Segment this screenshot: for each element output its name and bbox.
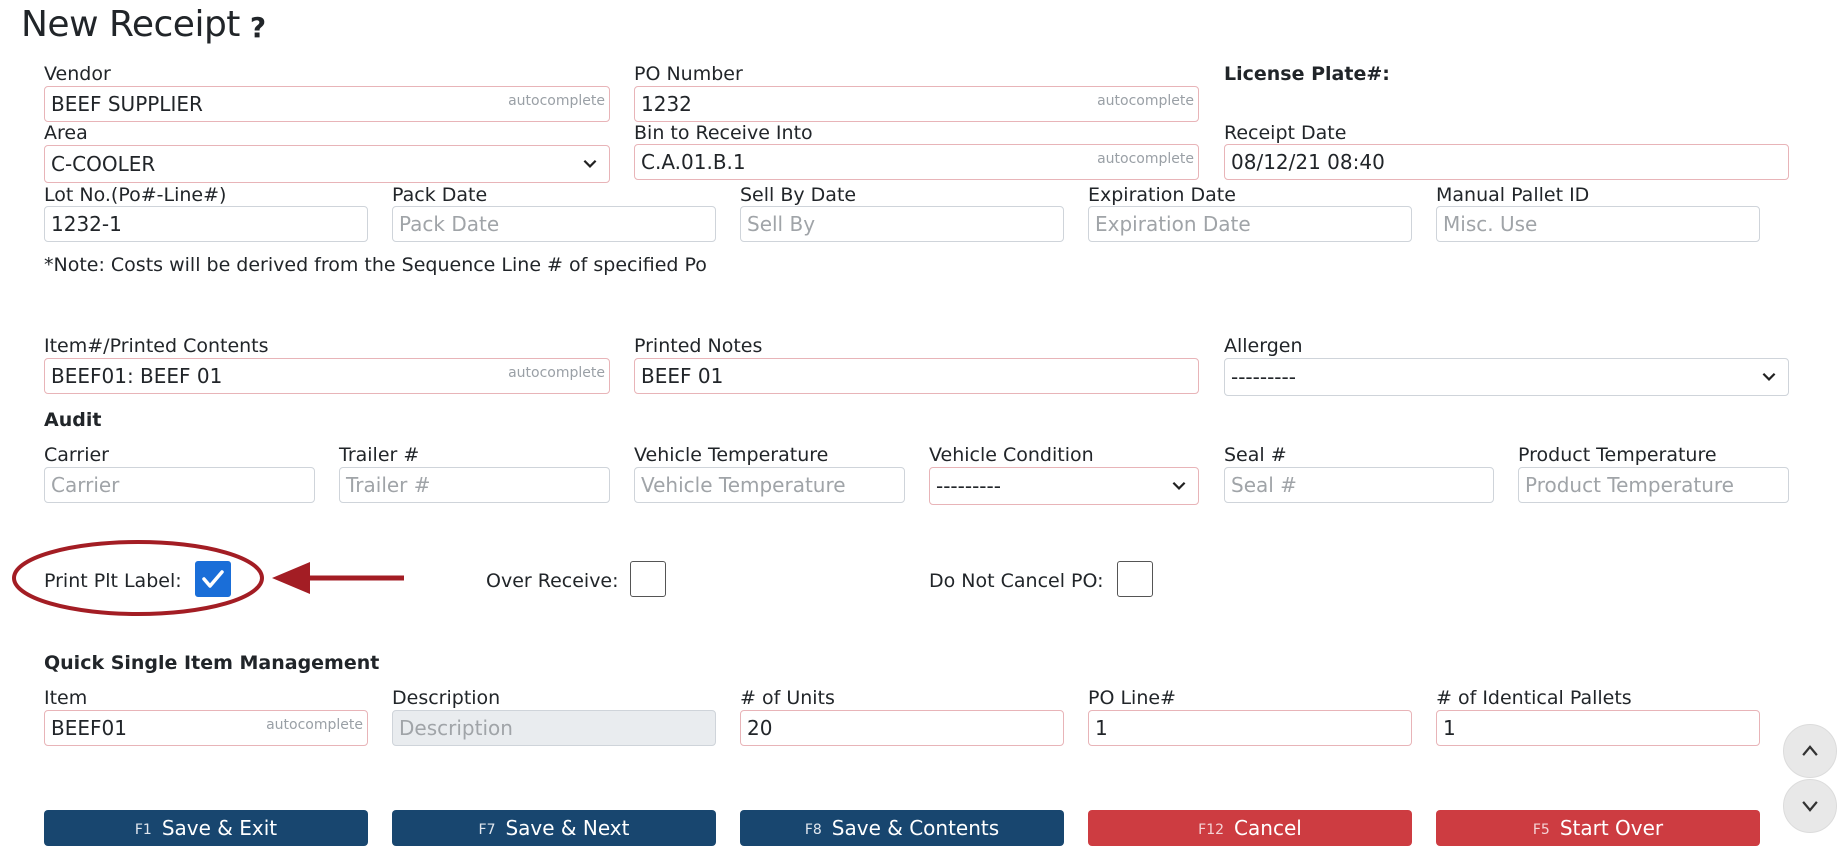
save-exit-shortcut: F1 <box>134 822 152 838</box>
po-number-label: PO Number <box>634 63 743 85</box>
units-label: # of Units <box>740 687 835 709</box>
save-contents-shortcut: F8 <box>804 822 822 838</box>
seal-input[interactable]: Seal # <box>1224 467 1494 503</box>
expiration-date-input[interactable]: Expiration Date <box>1088 206 1412 242</box>
trailer-input[interactable]: Trailer # <box>339 467 610 503</box>
start-over-shortcut: F5 <box>1532 822 1550 838</box>
area-label: Area <box>44 122 88 144</box>
sell-by-input[interactable]: Sell By <box>740 206 1064 242</box>
receipt-date-input[interactable]: 08/12/21 08:40 <box>1224 144 1789 180</box>
expiration-date-label: Expiration Date <box>1088 184 1236 206</box>
carrier-label: Carrier <box>44 444 109 466</box>
start-over-button[interactable]: F5 Start Over <box>1436 810 1760 846</box>
chevron-down-icon <box>1170 476 1188 494</box>
bin-label: Bin to Receive Into <box>634 122 813 144</box>
po-number-autocomplete-hint: autocomplete <box>1097 93 1194 109</box>
identical-pallets-input[interactable]: 1 <box>1436 710 1760 746</box>
chevron-down-icon <box>1760 367 1778 385</box>
vendor-autocomplete-hint: autocomplete <box>508 93 605 109</box>
trailer-label: Trailer # <box>339 444 420 466</box>
page-title: New Receipt ? <box>21 4 266 45</box>
bin-autocomplete-hint: autocomplete <box>1097 151 1194 167</box>
receipt-date-label: Receipt Date <box>1224 122 1347 144</box>
annotation-arrow-head <box>272 562 310 594</box>
do-not-cancel-po-label: Do Not Cancel PO: <box>929 570 1104 592</box>
chevron-up-icon <box>1799 740 1821 762</box>
manual-pallet-id-input[interactable]: Misc. Use <box>1436 206 1760 242</box>
units-input[interactable]: 20 <box>740 710 1064 746</box>
bin-input[interactable]: C.A.01.B.1 autocomplete <box>634 144 1199 180</box>
costs-note: *Note: Costs will be derived from the Sequence Line # of specified Po <box>44 254 707 276</box>
identical-pallets-label: # of Identical Pallets <box>1436 687 1632 709</box>
save-next-button[interactable]: F7 Save & Next <box>392 810 716 846</box>
vehicle-temperature-input[interactable]: Vehicle Temperature <box>634 467 905 503</box>
cancel-shortcut: F12 <box>1198 822 1225 838</box>
license-plate-label: License Plate#: <box>1224 63 1390 85</box>
audit-heading: Audit <box>44 409 102 431</box>
vehicle-temperature-label: Vehicle Temperature <box>634 444 829 466</box>
lot-no-label: Lot No.(Po#-Line#) <box>44 184 227 206</box>
product-temperature-label: Product Temperature <box>1518 444 1717 466</box>
save-next-shortcut: F7 <box>478 822 496 838</box>
printed-notes-input[interactable]: BEEF 01 <box>634 358 1199 394</box>
save-contents-button[interactable]: F8 Save & Contents <box>740 810 1064 846</box>
annotation-highlight <box>0 535 420 620</box>
quick-item-input[interactable]: BEEF01 autocomplete <box>44 710 368 746</box>
pack-date-label: Pack Date <box>392 184 488 206</box>
cancel-button[interactable]: F12 Cancel <box>1088 810 1412 846</box>
annotation-ellipse <box>14 542 262 614</box>
allergen-label: Allergen <box>1224 335 1303 357</box>
allergen-select[interactable]: --------- <box>1224 358 1789 396</box>
po-line-label: PO Line# <box>1088 687 1176 709</box>
print-plt-label-text: Print Plt Label: <box>44 570 182 592</box>
item-contents-autocomplete-hint: autocomplete <box>508 365 605 381</box>
po-number-input[interactable]: 1232 autocomplete <box>634 86 1199 122</box>
scroll-down-button[interactable] <box>1783 779 1837 833</box>
do-not-cancel-po-checkbox[interactable] <box>1117 561 1153 597</box>
vendor-label: Vendor <box>44 63 111 85</box>
chevron-down-icon <box>1799 795 1821 817</box>
quick-item-heading: Quick Single Item Management <box>44 652 380 674</box>
carrier-input[interactable]: Carrier <box>44 467 315 503</box>
help-icon[interactable]: ? <box>249 11 266 44</box>
description-input: Description <box>392 710 716 746</box>
sell-by-label: Sell By Date <box>740 184 857 206</box>
manual-pallet-id-label: Manual Pallet ID <box>1436 184 1590 206</box>
pack-date-input[interactable]: Pack Date <box>392 206 716 242</box>
over-receive-checkbox[interactable] <box>630 561 666 597</box>
lot-no-input[interactable]: 1232-1 <box>44 206 368 242</box>
vehicle-condition-label: Vehicle Condition <box>929 444 1094 466</box>
chevron-down-icon <box>581 154 599 172</box>
po-line-input[interactable]: 1 <box>1088 710 1412 746</box>
seal-label: Seal # <box>1224 444 1287 466</box>
printed-notes-label: Printed Notes <box>634 335 763 357</box>
quick-item-autocomplete-hint: autocomplete <box>266 717 363 733</box>
product-temperature-input[interactable]: Product Temperature <box>1518 467 1789 503</box>
quick-item-label: Item <box>44 687 88 709</box>
item-contents-input[interactable]: BEEF01: BEEF 01 autocomplete <box>44 358 610 394</box>
scroll-up-button[interactable] <box>1783 724 1837 778</box>
description-label: Description <box>392 687 501 709</box>
area-select[interactable]: C-COOLER <box>44 145 610 183</box>
over-receive-label: Over Receive: <box>486 570 619 592</box>
item-contents-label: Item#/Printed Contents <box>44 335 269 357</box>
save-exit-button[interactable]: F1 Save & Exit <box>44 810 368 846</box>
vehicle-condition-select[interactable]: --------- <box>929 467 1199 505</box>
vendor-input[interactable]: BEEF SUPPLIER autocomplete <box>44 86 610 122</box>
